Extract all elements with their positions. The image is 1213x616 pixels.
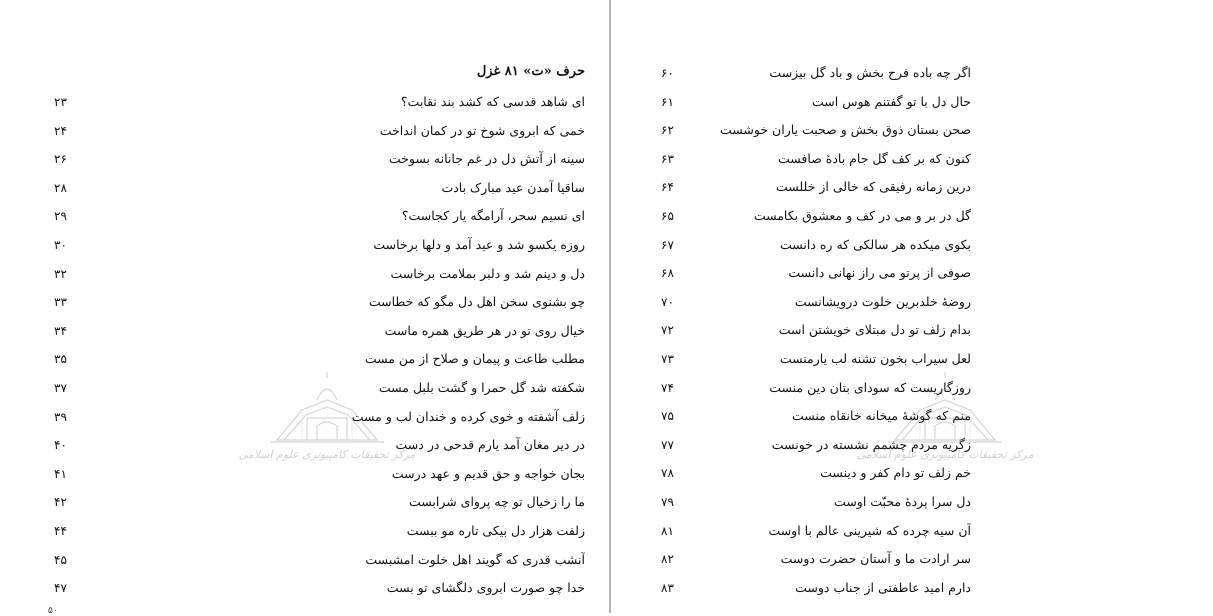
ghazal-first-line: خمی که ابروی شوخ تو در کمان انداخت [379, 122, 585, 138]
index-row [611, 346, 1213, 372]
page-number: ۶۷ [661, 237, 674, 252]
index-row [611, 289, 1213, 315]
index-row [611, 317, 1213, 343]
index-row [611, 546, 1213, 572]
page-number: ۲۴ [54, 123, 67, 138]
ghazal-first-line: صوفی از پرتو می راز نهانی دانست [788, 265, 971, 281]
index-row [611, 375, 1213, 401]
page-number: ۲۶ [54, 152, 67, 167]
index-row [611, 460, 1213, 486]
ghazal-first-line: روزگاریست که سودای بتان دین منست [769, 379, 971, 395]
index-row [611, 117, 1213, 143]
index-row [611, 432, 1213, 458]
ghazal-first-line: روضهٔ خلدبرین خلوت درویشانست [794, 293, 971, 309]
ghazal-first-line: چو بشنوی سخن اهل دل مگو که خطاست [368, 294, 585, 310]
index-row [611, 403, 1213, 429]
section-heading: حرف «ت» ۸۱ غزل [476, 64, 585, 79]
page-number: ۳۴ [54, 323, 67, 338]
ghazal-first-line: آن سیه چرده که شیرینی عالم با اوست [768, 522, 971, 538]
page-number: ۸۲ [661, 552, 674, 567]
page-number: ۶۰ [661, 66, 674, 80]
page-number: ۷۸ [661, 466, 674, 481]
ghazal-first-line: کنون که بر کف گل جام بادهٔ صافست [777, 150, 971, 166]
ghazal-first-line: خدا چو صورت ابروی دلگشای تو بست [386, 580, 585, 596]
ghazal-first-line: دل سرا پردهٔ محبّت اوست [834, 494, 971, 509]
index-row [0, 203, 585, 229]
ghazal-first-line: منم که گوشهٔ میخانه خانقاه منست [791, 408, 971, 424]
index-row [0, 118, 585, 144]
ghazal-first-line: بکوی میکده هر سالکی که ره دانست [779, 236, 971, 252]
ghazal-first-line: درین زمانه رفیقی که خالی از خللست [775, 179, 971, 195]
index-row [0, 404, 585, 430]
ghazal-first-line: ای نسیم سحر، آرامگه یار کجاست؟ [401, 208, 585, 224]
page-number: ۶۴ [661, 180, 674, 195]
partial-page-number: ۵۰ [48, 606, 58, 616]
ghazal-first-line: ما را زخیال تو چه پروای شرابست [408, 494, 585, 510]
page-number: ۴۵ [54, 552, 67, 567]
ghazal-first-line: ای شاهد قدسی که کشد بند نقابت؟ [400, 94, 585, 109]
page-number: ۴۰ [54, 438, 67, 453]
page-number: ۷۴ [661, 380, 674, 395]
index-row [611, 260, 1213, 286]
index-row [611, 174, 1213, 200]
ghazal-first-line: سینه از آتش دل در غم جانانه بسوخت [388, 151, 585, 167]
page-number: ۷۹ [661, 495, 674, 509]
index-row [0, 547, 585, 573]
ghazal-first-line: صحن بستان ذوق بخش و صحبت یاران خوشست [719, 122, 971, 138]
page-number: ۳۹ [54, 409, 67, 424]
ghazal-first-line: زلفت هزار دل بیکی تاره مو ببست [406, 523, 585, 538]
page-number: ۸۳ [661, 580, 674, 595]
index-row [611, 60, 1213, 86]
page-number: ۴۷ [54, 581, 67, 596]
index-row [611, 518, 1213, 544]
ghazal-first-line: ساقیا آمدن عید مبارک بادت [441, 179, 585, 195]
ghazal-first-line: زگریه مردم چشمم نشسته در خونست [771, 436, 971, 452]
page-number: ۳۵ [54, 352, 67, 367]
page-number: ۷۵ [661, 409, 674, 424]
ghazal-first-line: حال دل با تو گفتنم هوس است [812, 93, 971, 109]
index-row [0, 289, 585, 315]
index-row [0, 175, 585, 201]
page-number: ۳۰ [54, 238, 67, 252]
index-row [611, 146, 1213, 172]
ghazal-first-line: در دیر مغان آمد یارم قدحی در دست [395, 437, 585, 453]
page-number: ۶۲ [661, 123, 674, 138]
page-number: ۴۱ [54, 466, 67, 481]
index-row [0, 346, 585, 372]
index-row [0, 261, 585, 287]
index-row [0, 89, 585, 115]
ghazal-first-line: بدام زلف تو دل مبتلای خویشتن است [778, 322, 971, 338]
page-number: ۶۱ [661, 94, 674, 109]
page-number: ۸۱ [661, 523, 674, 538]
ghazal-first-line: بجان خواجه و حق قدیم و عهد درست [391, 465, 585, 481]
ghazal-first-line: خیال روی تو در هر طریق همره ماست [384, 322, 585, 338]
ghazal-first-line: اگر چه باده فرح بخش و باد گل بیزست [769, 65, 971, 80]
ghazal-first-line: زلف آشفته و خوی کرده و خندان لب و مست [351, 408, 585, 424]
index-row [611, 89, 1213, 115]
index-row [0, 318, 585, 344]
right-page [611, 0, 1213, 613]
index-row [0, 575, 585, 601]
index-row [0, 375, 585, 401]
ghazal-first-line: آنشب قدری که گویند اهل خلوت امشبست [365, 551, 585, 567]
page-number: ۷۲ [661, 323, 674, 338]
index-row [611, 203, 1213, 229]
ghazal-first-line: لعل سیراب بخون تشنه لب یارمنست [779, 351, 971, 366]
page-number: ۶۸ [661, 266, 674, 281]
page-number: ۳۷ [54, 381, 67, 395]
page-number: ۷۰ [661, 294, 674, 309]
ghazal-first-line: روزه یکسو شد و عید آمد و دلها برخاست [373, 237, 585, 252]
index-row [0, 146, 585, 172]
index-row [0, 489, 585, 515]
ghazal-first-line: خم زلف تو دام کفر و دینست [820, 465, 971, 481]
watermark-text: مرکز تحقیقات کامپیوتری علوم اسلامی [856, 448, 1034, 461]
page-number: ۶۵ [661, 209, 674, 223]
index-row [611, 232, 1213, 258]
watermark-text: مرکز تحقیقات کامپیوتری علوم اسلامی [238, 448, 416, 461]
index-row [0, 432, 585, 458]
page-number: ۲۸ [54, 180, 67, 195]
ghazal-first-line: دل و دینم شد و دلبر بملامت برخاست [390, 265, 585, 281]
index-row [0, 232, 585, 258]
page-number: ۲۳ [54, 95, 67, 109]
page-number: ۷۳ [661, 352, 674, 366]
index-row [0, 518, 585, 544]
ghazal-first-line: مطلب طاعت و پیمان و صلاح از من مست [364, 351, 585, 367]
page-number: ۴۲ [54, 495, 67, 510]
ghazal-first-line: گل در بر و می در کف و معشوق بکامست [753, 208, 971, 223]
index-row [0, 461, 585, 487]
page-number: ۶۳ [661, 151, 674, 166]
ghazal-first-line: سر ارادت ما و آستان حضرت دوست [780, 551, 971, 567]
page-number: ۴۴ [54, 524, 67, 538]
ghazal-first-line: دارم امید عاطفتی از جناب دوست [795, 579, 971, 595]
page-number: ۲۹ [54, 209, 67, 224]
page-number: ۳۳ [54, 295, 67, 310]
ghazal-first-line: شکفته شد گل حمرا و گشت بلبل مست [378, 380, 585, 395]
index-row [611, 489, 1213, 515]
index-row [611, 575, 1213, 601]
page-number: ۳۲ [54, 266, 67, 281]
page-number: ۷۷ [661, 437, 674, 452]
